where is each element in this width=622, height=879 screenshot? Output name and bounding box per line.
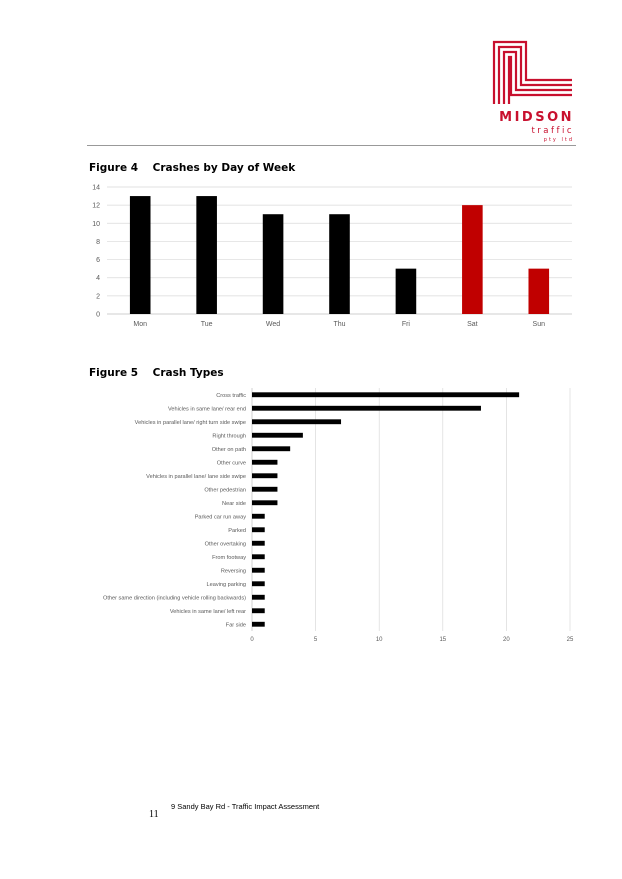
y-category-label: Leaving parking bbox=[206, 581, 246, 588]
bar-crash-type bbox=[252, 622, 265, 627]
y-tick-label: 0 bbox=[96, 311, 100, 319]
figure-4-caption bbox=[89, 162, 295, 174]
bar-crash-type bbox=[252, 433, 303, 438]
y-tick-label: 12 bbox=[92, 202, 100, 210]
y-category-label: Vehicles in same lane/ left rear bbox=[169, 608, 246, 615]
x-tick-label: Fri bbox=[401, 321, 411, 328]
x-tick-label: 25 bbox=[566, 637, 574, 643]
figure-4-number: Figure 4 bbox=[89, 162, 139, 174]
midson-logo-mark bbox=[490, 36, 574, 106]
y-tick-label: 14 bbox=[92, 184, 100, 192]
page-number: 11 bbox=[149, 809, 159, 820]
y-tick-label: 4 bbox=[96, 275, 100, 283]
header-divider bbox=[87, 145, 576, 146]
bar-crash-type bbox=[252, 568, 265, 573]
brand-name: MIDSON bbox=[499, 110, 574, 125]
figure-5-title: Crash Types bbox=[152, 367, 224, 379]
y-category-label: Cross traffic bbox=[216, 392, 246, 399]
y-category-label: Other same direction (including vehicle rolling backwards) bbox=[102, 595, 246, 602]
y-category-label: Parked car run away bbox=[194, 514, 246, 521]
y-category-label: Parked bbox=[228, 527, 246, 534]
bar-wed bbox=[263, 214, 284, 314]
x-tick-label: Tue bbox=[200, 321, 213, 328]
y-category-label: Far side bbox=[225, 622, 246, 629]
bar-crash-type bbox=[252, 595, 265, 600]
bar-crash-type bbox=[252, 581, 265, 586]
x-tick-label: 5 bbox=[313, 637, 318, 643]
brand-subtitle: traffic bbox=[531, 126, 574, 136]
x-tick-label: Wed bbox=[265, 321, 281, 328]
bar-mon bbox=[130, 196, 151, 314]
y-category-label: Right through bbox=[212, 433, 246, 440]
y-category-label: Other overtaking bbox=[204, 541, 246, 548]
bar-fri bbox=[396, 269, 417, 314]
bar-crash-type bbox=[252, 500, 277, 505]
figure-5-caption bbox=[89, 367, 224, 379]
bar-crash-type bbox=[252, 514, 265, 519]
y-tick-label: 6 bbox=[96, 257, 100, 265]
brand-subtitle-small: pty ltd bbox=[543, 137, 574, 143]
bar-crash-type bbox=[252, 473, 277, 478]
bar-crash-type bbox=[252, 460, 277, 465]
crashes-by-day-chart bbox=[0, 175, 622, 335]
crash-types-chart bbox=[0, 382, 622, 652]
y-category-label: Near side bbox=[222, 500, 246, 507]
bar-tue bbox=[196, 196, 217, 314]
y-category-label: Other on path bbox=[211, 446, 246, 453]
x-tick-label: 0 bbox=[250, 637, 254, 643]
figure-4-title: Crashes by Day of Week bbox=[152, 162, 296, 174]
figure-5-number: Figure 5 bbox=[89, 367, 139, 379]
bar-crash-type bbox=[252, 608, 265, 613]
bar-thu bbox=[329, 214, 350, 314]
y-category-label: Other curve bbox=[216, 460, 246, 467]
x-tick-label: 10 bbox=[375, 637, 383, 643]
bar-crash-type bbox=[252, 406, 481, 411]
y-tick-label: 8 bbox=[96, 238, 100, 246]
y-tick-label: 2 bbox=[96, 293, 100, 301]
x-tick-label: Sat bbox=[467, 321, 478, 328]
bar-crash-type bbox=[252, 541, 265, 546]
bar-sat bbox=[462, 205, 483, 314]
bar-crash-type bbox=[252, 446, 290, 451]
bar-crash-type bbox=[252, 554, 265, 559]
y-category-label: Vehicles in same lane/ rear end bbox=[167, 406, 246, 413]
x-tick-label: 20 bbox=[503, 637, 510, 643]
y-category-label: Other pedestrian bbox=[204, 487, 246, 494]
bar-sun bbox=[528, 269, 549, 314]
x-tick-label: Thu bbox=[333, 321, 346, 328]
bar-crash-type bbox=[252, 392, 519, 397]
x-tick-label: Sun bbox=[532, 321, 546, 328]
y-tick-label: 10 bbox=[92, 220, 100, 228]
y-category-label: Vehicles in parallel lane/ right turn side swipe bbox=[134, 419, 246, 426]
bar-crash-type bbox=[252, 527, 265, 532]
y-category-label: From footway bbox=[212, 554, 246, 561]
document-title-footer: 9 Sandy Bay Rd - Traffic Impact Assessment bbox=[171, 802, 320, 811]
y-category-label: Vehicles in parallel lane/ lane side swipe bbox=[146, 473, 246, 480]
x-tick-label: 15 bbox=[439, 637, 447, 643]
x-tick-label: Mon bbox=[133, 321, 148, 328]
bar-crash-type bbox=[252, 419, 341, 424]
company-logo bbox=[484, 36, 580, 146]
y-category-label: Reversing bbox=[220, 568, 246, 575]
bar-crash-type bbox=[252, 487, 277, 492]
